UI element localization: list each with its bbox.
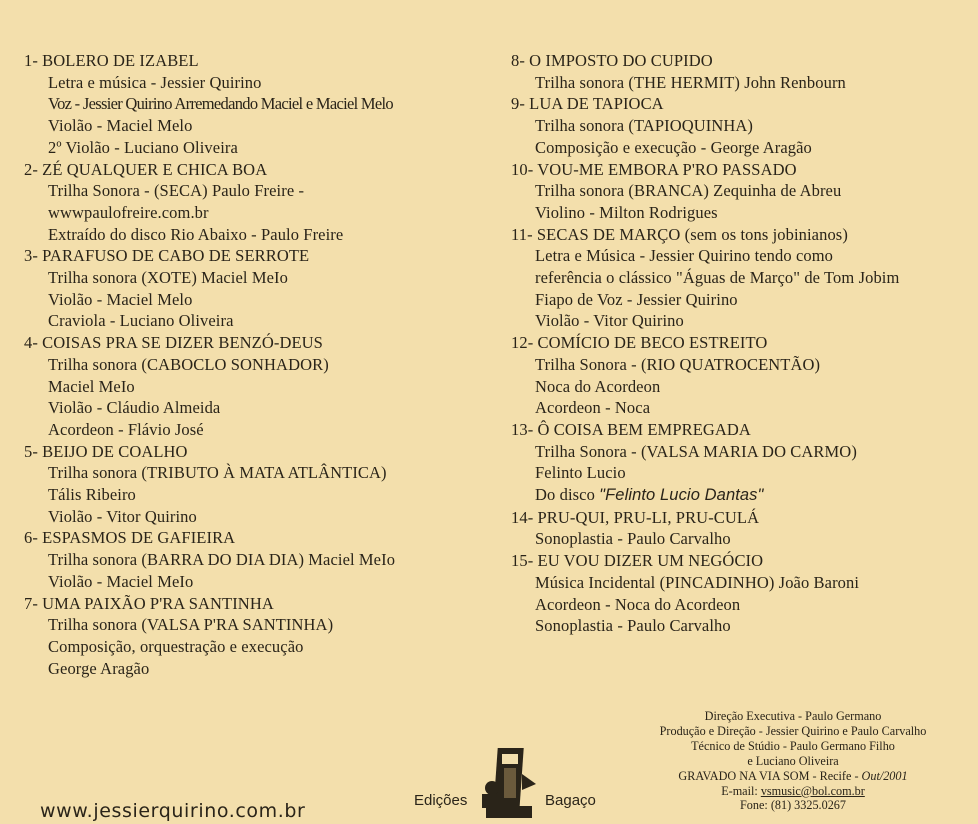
track-credit-line: Trilha Sonora - (RIO QUATROCENTÃO): [535, 354, 821, 374]
track-entry: [24, 527, 494, 592]
track-credit-line: wwwpaulofreire.com.br: [48, 202, 209, 222]
credit-studio-technician-2: e Luciano Oliveira: [747, 753, 839, 768]
track-credit-line: Felinto Lucio: [535, 463, 626, 483]
track-credit-line: George Aragão: [48, 658, 150, 678]
track-title: 7- UMA PAIXÃO P'RA SANTINHA: [24, 593, 274, 613]
track-title: 6- ESPASMOS DE GAFIEIRA: [24, 528, 236, 548]
track-credit-line: Noca do Acordeon: [535, 376, 661, 396]
track-credit-line: Fiapo de Voz - Jessier Quirino: [535, 289, 738, 309]
credit-recorded-at: [628, 769, 958, 784]
track-entry: [511, 507, 971, 550]
recorded-date: Out/2001: [861, 768, 908, 783]
track-credit-line: Violão - Maciel Melo: [48, 289, 193, 309]
track-credit-line: [511, 484, 971, 507]
track-credit-line: Violão - Vitor Quirino: [535, 311, 684, 331]
credit-studio-technician: Técnico de Stúdio - Paulo Germano Filho: [691, 738, 895, 753]
track-title: 15- EU VOU DIZER UM NEGÓCIO: [511, 551, 764, 571]
track-title: 5- BEIJO DE COALHO: [24, 441, 188, 461]
bagaco-press-icon: [478, 744, 540, 820]
track-credit-line: Maciel MeIo: [48, 376, 135, 396]
track-entry: [24, 593, 494, 680]
track-credit-line: Trilha Sonora - (VALSA MARIA DO CARMO): [535, 441, 857, 461]
credit-executive-direction: Direção Executiva - Paulo Germano: [704, 709, 882, 723]
track-entry: [511, 550, 971, 637]
track-title: 3- PARAFUSO DE CABO DE SERROTE: [24, 246, 310, 266]
track-credit-line: 2º Violão - Luciano Oliveira: [48, 137, 238, 157]
track-credit-line: Tális Ribeiro: [48, 485, 136, 505]
track-entry: [24, 245, 494, 332]
recorded-at-text: GRAVADO NA VIA SOM - Recife -: [678, 768, 862, 783]
track-credit-line: Violino - Milton Rodrigues: [535, 202, 718, 222]
track-credit-line: Letra e música - Jessier Quirino: [48, 72, 262, 92]
tracklist-left-column: [24, 50, 494, 679]
track-credit-line: Trilha sonora (XOTE) Maciel MeIo: [48, 268, 288, 288]
track-credit-line: Trilha sonora (CABOCLO SONHADOR): [48, 354, 329, 374]
track-credit-line: Violão - Maciel Melo: [48, 116, 193, 136]
track-entry: [24, 50, 494, 159]
credit-email: [628, 784, 958, 799]
track-entry: [24, 441, 494, 528]
track-credit-line: Música Incidental (PINCADINHO) João Baroni: [535, 572, 860, 592]
publisher-name-right: Bagaço: [545, 792, 596, 809]
track-credit-line: Letra e Música - Jessier Quirino tendo como: [535, 246, 834, 266]
track-credit-line: Trilha sonora (TRIBUTO À MATA ATLÂNTICA): [48, 463, 387, 483]
track-credit-line: Trilha sonora (VALSA P'RA SANTINHA): [48, 615, 334, 635]
album-source-title: "Felinto Lucio Dantas": [599, 486, 764, 505]
track-entry: [511, 419, 971, 507]
track-entry: [511, 50, 971, 93]
track-credit-line: Composição, orquestração e execução: [48, 636, 304, 656]
publisher-name-left: Edições: [414, 792, 468, 809]
track-entry: [511, 332, 971, 419]
track-title: 11- SECAS DE MARÇO (sem os tons jobinianos): [511, 224, 848, 244]
track-credit-line: Trilha sonora (BARRA DO DIA DIA) Maciel MeIo: [48, 550, 396, 570]
track-credit-line: Trilha sonora (BRANCA) Zequinha de Abreu: [535, 181, 842, 201]
track-title: 10- VOU-ME EMBORA P'RO PASSADO: [511, 159, 797, 179]
track-title: 9- LUA DE TAPIOCA: [511, 94, 664, 114]
track-credit-line: Violão - Maciel MeIo: [48, 571, 194, 591]
website-url[interactable]: www.jessierquirino.com.br: [40, 800, 306, 822]
track-title: 2- ZÉ QUALQUER E CHICA BOA: [24, 159, 268, 179]
track-credit-line: Trilha sonora (TAPIOQUINHA): [535, 116, 753, 136]
track-credit-line: Composição e execução - George Aragão: [535, 137, 812, 157]
email-link[interactable]: vsmusic@bol.com.br: [760, 783, 865, 798]
track-credit-line: Acordeon - Noca do Acordeon: [535, 594, 741, 614]
tracklist-right-column: [511, 50, 971, 637]
track-entry: [511, 159, 971, 224]
credit-phone: Fone: (81) 3325.0267: [740, 798, 846, 813]
track-credit-line: Violão - Vitor Quirino: [48, 506, 197, 526]
track-title: 1- BOLERO DE IZABEL: [24, 51, 199, 70]
track-credit-line: Acordeon - Noca: [535, 398, 651, 418]
track-credit-line: Sonoplastia - Paulo Carvalho: [535, 529, 731, 549]
track-title: 13- Ô COISA BEM EMPREGADA: [511, 419, 751, 439]
track-title: 14- PRU-QUI, PRU-LI, PRU-CULÁ: [511, 507, 760, 527]
track-credit-line: Violão - Cláudio Almeida: [48, 398, 221, 418]
track-title: 12- COMÍCIO DE BECO ESTREITO: [511, 333, 768, 353]
email-label: E-mail:: [721, 783, 761, 798]
track-credit-line: Trilha Sonora - (SECA) Paulo Freire -: [48, 181, 305, 201]
production-credits: [628, 709, 958, 813]
publisher-logo: [414, 744, 604, 824]
track-credit-line: Voz - Jessier Quirino Arremedando Maciel e Maciel Melo: [48, 94, 393, 114]
track-title: 4- COISAS PRA SE DIZER BENZÓ-DEUS: [24, 333, 323, 353]
track-entry: [511, 224, 971, 333]
track-credit-line: Extraído do disco Rio Abaixo - Paulo Freire: [48, 224, 344, 244]
track-title: 8- O IMPOSTO DO CUPIDO: [511, 51, 713, 70]
track-entry: [24, 332, 494, 441]
track-credit-line: referência o clássico "Águas de Março" de Tom Jobim: [535, 268, 900, 288]
track-credit-line: Trilha sonora (THE HERMIT) John Renbourn: [535, 72, 846, 92]
album-source-prefix: Do disco: [535, 485, 600, 505]
track-credit-line: Acordeon - Flávio José: [48, 419, 204, 439]
track-entry: [511, 93, 971, 158]
track-credit-line: Craviola - Luciano Oliveira: [48, 311, 234, 331]
track-credit-line: Sonoplastia - Paulo Carvalho: [535, 616, 731, 636]
credit-production: Produção e Direção - Jessier Quirino e Paulo Carvalho: [659, 723, 927, 738]
track-entry: [24, 159, 494, 246]
